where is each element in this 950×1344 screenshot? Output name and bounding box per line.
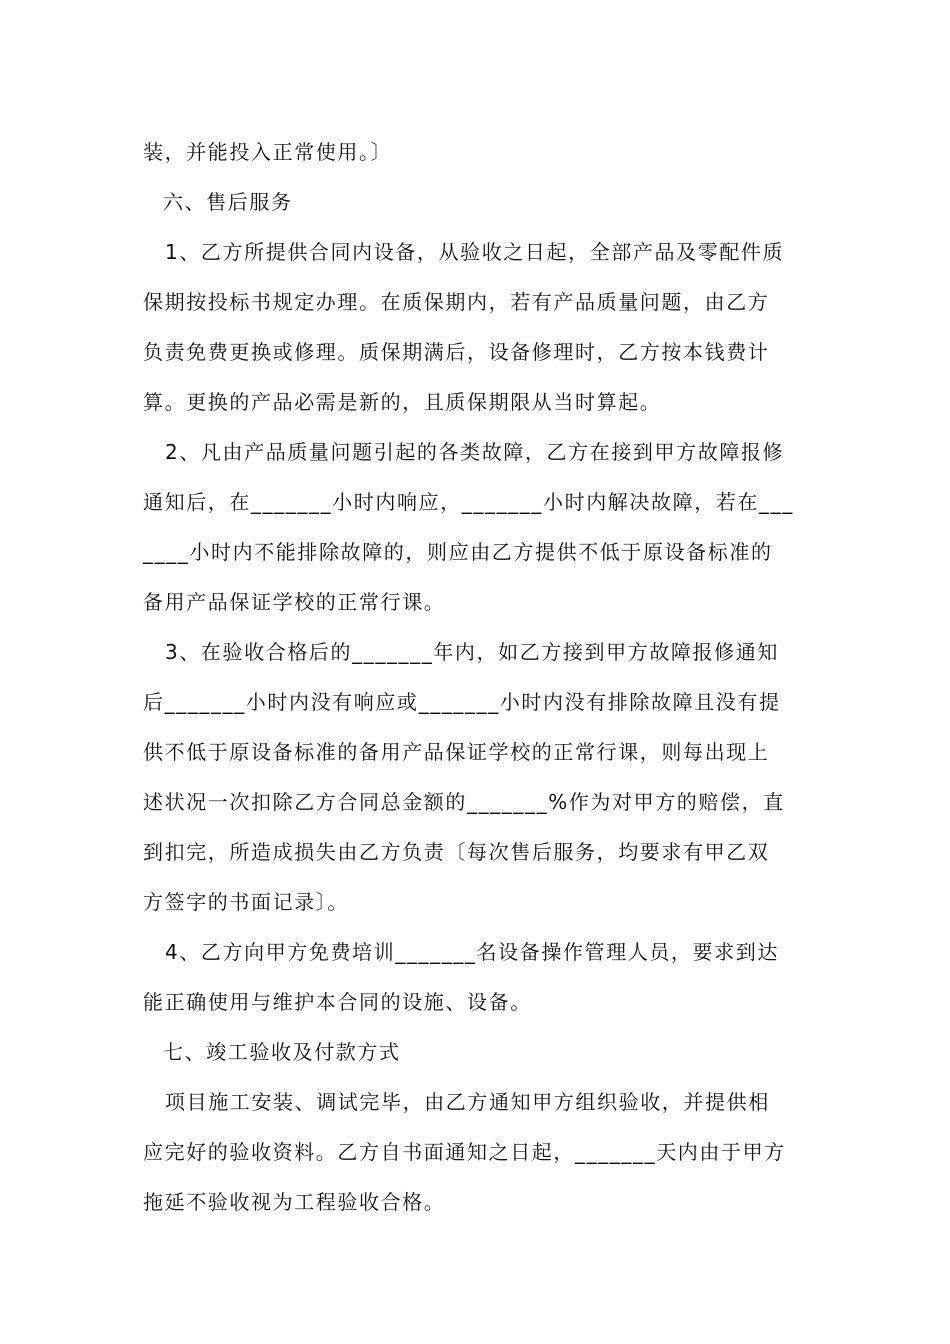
- item-1-line: 保期按投标书规定办理。在质保期内，若有产品质量问题，由乙方: [143, 290, 770, 314]
- acceptance-paragraph-line: 项目施工安装、调试完毕，由乙方通知甲方组织验收，并提供相: [165, 1090, 770, 1114]
- item-3-line: 3、在验收合格后的_______年内，如乙方接到甲方故障报修通知: [165, 640, 779, 664]
- item-3-line: 述状况一次扣除乙方合同总金额的_______%作为对甲方的赔偿，直: [143, 790, 785, 814]
- section-heading-acceptance-payment: 七、竣工验收及付款方式: [163, 1040, 401, 1064]
- item-2-line: ____小时内不能排除故障的，则应由乙方提供不低于原设备标准的: [143, 540, 773, 564]
- acceptance-paragraph-line: 拖延不验收视为工程验收合格。: [143, 1190, 446, 1214]
- item-2-line: 2、凡由产品质量问题引起的各类故障，乙方在接到甲方故障报修: [165, 440, 785, 464]
- item-3-line: 到扣完，所造成损失由乙方负责〔每次售后服务，均要求有甲乙双: [143, 840, 770, 864]
- item-2-line: 通知后，在_______小时内响应，_______小时内解决故障，若在___: [143, 490, 794, 514]
- item-4-line: 能正确使用与维护本合同的设施、设备。: [143, 990, 532, 1014]
- item-3-line: 方签字的书面记录〕。: [143, 890, 349, 914]
- item-1-line: 负责免费更换或修理。质保期满后，设备修理时，乙方按本钱费计: [143, 340, 770, 364]
- item-3-line: 后_______小时内没有响应或_______小时内没有排除故障且没有提: [143, 690, 781, 714]
- acceptance-paragraph-line: 应完好的验收资料。乙方自书面通知之日起，_______天内由于甲方: [143, 1140, 786, 1164]
- item-1-line: 算。更换的产品必需是新的，且质保期限从当时算起。: [143, 390, 662, 414]
- paragraph-line: 装，并能投入正常使用。〕: [143, 140, 393, 164]
- item-4-line: 4、乙方向甲方免费培训_______名设备操作管理人员，要求到达: [165, 940, 779, 964]
- item-2-line: 备用产品保证学校的正常行课。: [143, 590, 446, 614]
- item-1-line: 1、乙方所提供合同内设备，从验收之日起，全部产品及零配件质: [165, 240, 785, 264]
- item-3-line: 供不低于原设备标准的备用产品保证学校的正常行课，则每出现上: [143, 740, 770, 764]
- section-heading-after-sales: 六、售后服务: [163, 190, 293, 214]
- document-body: [143, 127, 813, 1227]
